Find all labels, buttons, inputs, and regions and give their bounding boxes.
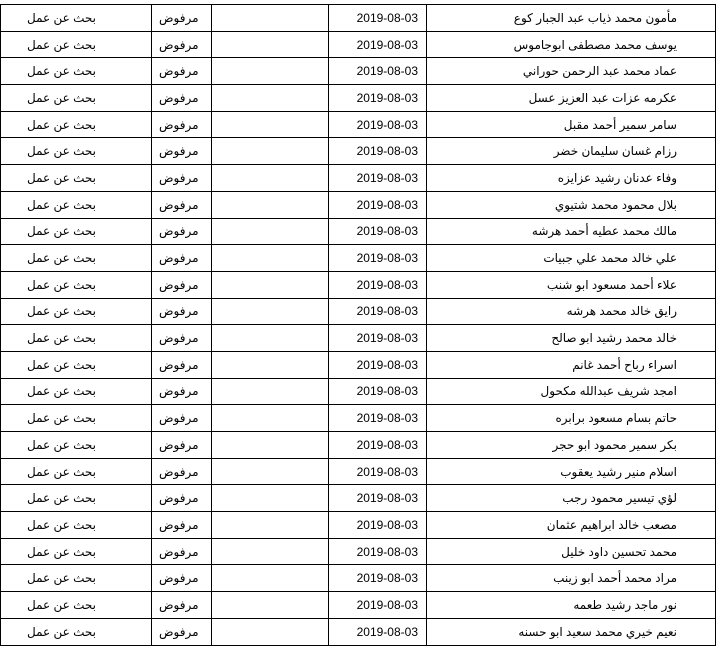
decision-cell: مرفوض [152,298,212,325]
decision-cell: مرفوض [152,325,212,352]
empty-cell [212,512,329,539]
status-cell: بحث عن عمل [1,351,152,378]
date-cell: 2019-08-03 [329,325,427,352]
table-row [1,298,716,325]
date-cell: 2019-08-03 [329,405,427,432]
empty-cell [212,138,329,165]
status-cell: بحث عن عمل [1,592,152,619]
decision-cell: مرفوض [152,485,212,512]
empty-cell [212,351,329,378]
decision-cell: مرفوض [152,111,212,138]
date-cell: 2019-08-03 [329,458,427,485]
status-cell: بحث عن عمل [1,618,152,645]
decision-cell: مرفوض [152,58,212,85]
table-row [1,512,716,539]
date-cell: 2019-08-03 [329,191,427,218]
status-cell: بحث عن عمل [1,58,152,85]
date-cell: 2019-08-03 [329,538,427,565]
table-row [1,191,716,218]
table-row [1,85,716,112]
name-cell: علاء أحمد مسعود ابو شنب [427,271,716,298]
date-cell: 2019-08-03 [329,5,427,32]
empty-cell [212,191,329,218]
table-row [1,138,716,165]
empty-cell [212,432,329,459]
status-cell: بحث عن عمل [1,111,152,138]
date-cell: 2019-08-03 [329,58,427,85]
status-cell: بحث عن عمل [1,165,152,192]
table-row [1,538,716,565]
table-row [1,432,716,459]
name-cell: عكرمه عزات عبد العزيز عسل [427,85,716,112]
status-cell: بحث عن عمل [1,458,152,485]
table-row [1,351,716,378]
status-cell: بحث عن عمل [1,485,152,512]
date-cell: 2019-08-03 [329,85,427,112]
empty-cell [212,218,329,245]
status-cell: بحث عن عمل [1,271,152,298]
name-cell: لؤي تيسير محمود رجب [427,485,716,512]
records-table [0,4,716,646]
date-cell: 2019-08-03 [329,165,427,192]
decision-cell: مرفوض [152,5,212,32]
name-cell: حاتم بسام مسعود برابره [427,405,716,432]
table-row [1,405,716,432]
decision-cell: مرفوض [152,458,212,485]
decision-cell: مرفوض [152,592,212,619]
empty-cell [212,31,329,58]
name-cell: اسراء رباح أحمد غانم [427,351,716,378]
decision-cell: مرفوض [152,191,212,218]
decision-cell: مرفوض [152,245,212,272]
name-cell: اسلام منير رشيد يعقوب [427,458,716,485]
date-cell: 2019-08-03 [329,271,427,298]
table-row [1,165,716,192]
empty-cell [212,85,329,112]
decision-cell: مرفوض [152,165,212,192]
decision-cell: مرفوض [152,565,212,592]
date-cell: 2019-08-03 [329,298,427,325]
status-cell: بحث عن عمل [1,218,152,245]
decision-cell: مرفوض [152,538,212,565]
decision-cell: مرفوض [152,378,212,405]
status-cell: بحث عن عمل [1,298,152,325]
date-cell: 2019-08-03 [329,432,427,459]
decision-cell: مرفوض [152,31,212,58]
decision-cell: مرفوض [152,85,212,112]
empty-cell [212,245,329,272]
date-cell: 2019-08-03 [329,485,427,512]
decision-cell: مرفوض [152,351,212,378]
empty-cell [212,538,329,565]
name-cell: نعيم خيري محمد سعيد ابو حسنه [427,618,716,645]
status-cell: بحث عن عمل [1,138,152,165]
table-row [1,325,716,352]
name-cell: خالد محمد رشيد ابو صالح [427,325,716,352]
date-cell: 2019-08-03 [329,245,427,272]
name-cell: بلال محمود محمد شتيوي [427,191,716,218]
table-row [1,565,716,592]
empty-cell [212,458,329,485]
empty-cell [212,165,329,192]
decision-cell: مرفوض [152,432,212,459]
date-cell: 2019-08-03 [329,351,427,378]
name-cell: مصعب خالد ابراهيم عثمان [427,512,716,539]
name-cell: محمد تحسين داود خليل [427,538,716,565]
table-row [1,31,716,58]
name-cell: رزام غسان سليمان خضر [427,138,716,165]
date-cell: 2019-08-03 [329,138,427,165]
table-row [1,111,716,138]
empty-cell [212,618,329,645]
date-cell: 2019-08-03 [329,592,427,619]
empty-cell [212,298,329,325]
table-row [1,458,716,485]
date-cell: 2019-08-03 [329,512,427,539]
status-cell: بحث عن عمل [1,538,152,565]
table-row [1,378,716,405]
name-cell: رايق خالد محمد هرشه [427,298,716,325]
name-cell: امجد شريف عبدالله مكحول [427,378,716,405]
name-cell: مراد محمد أحمد ابو زينب [427,565,716,592]
date-cell: 2019-08-03 [329,618,427,645]
table-row [1,218,716,245]
status-cell: بحث عن عمل [1,325,152,352]
status-cell: بحث عن عمل [1,245,152,272]
date-cell: 2019-08-03 [329,111,427,138]
decision-cell: مرفوض [152,138,212,165]
status-cell: بحث عن عمل [1,5,152,32]
table-row [1,271,716,298]
date-cell: 2019-08-03 [329,218,427,245]
status-cell: بحث عن عمل [1,191,152,218]
empty-cell [212,325,329,352]
empty-cell [212,485,329,512]
status-cell: بحث عن عمل [1,378,152,405]
table-row [1,485,716,512]
name-cell: يوسف محمد مصطفى ابوجاموس [427,31,716,58]
name-cell: سامر سمير أحمد مقبل [427,111,716,138]
name-cell: عماد محمد عبد الرحمن حوراني [427,58,716,85]
name-cell: علي خالد محمد علي جبيات [427,245,716,272]
empty-cell [212,592,329,619]
empty-cell [212,378,329,405]
empty-cell [212,58,329,85]
empty-cell [212,405,329,432]
empty-cell [212,5,329,32]
status-cell: بحث عن عمل [1,512,152,539]
status-cell: بحث عن عمل [1,85,152,112]
decision-cell: مرفوض [152,618,212,645]
table-row [1,5,716,32]
decision-cell: مرفوض [152,218,212,245]
date-cell: 2019-08-03 [329,565,427,592]
status-cell: بحث عن عمل [1,31,152,58]
empty-cell [212,565,329,592]
table-row [1,618,716,645]
status-cell: بحث عن عمل [1,432,152,459]
empty-cell [212,111,329,138]
name-cell: نور ماجد رشيد طعمه [427,592,716,619]
date-cell: 2019-08-03 [329,378,427,405]
decision-cell: مرفوض [152,405,212,432]
date-cell: 2019-08-03 [329,31,427,58]
table-row [1,592,716,619]
status-cell: بحث عن عمل [1,565,152,592]
decision-cell: مرفوض [152,512,212,539]
name-cell: مأمون محمد ذياب عبد الجبار كوع [427,5,716,32]
name-cell: بكر سمير محمود ابو حجر [427,432,716,459]
name-cell: وفاء عدنان رشيد عزايزه [427,165,716,192]
table-row [1,245,716,272]
table-row [1,58,716,85]
name-cell: مالك محمد عطيه أحمد هرشه [427,218,716,245]
records-table-body [1,5,716,646]
decision-cell: مرفوض [152,271,212,298]
empty-cell [212,271,329,298]
status-cell: بحث عن عمل [1,405,152,432]
